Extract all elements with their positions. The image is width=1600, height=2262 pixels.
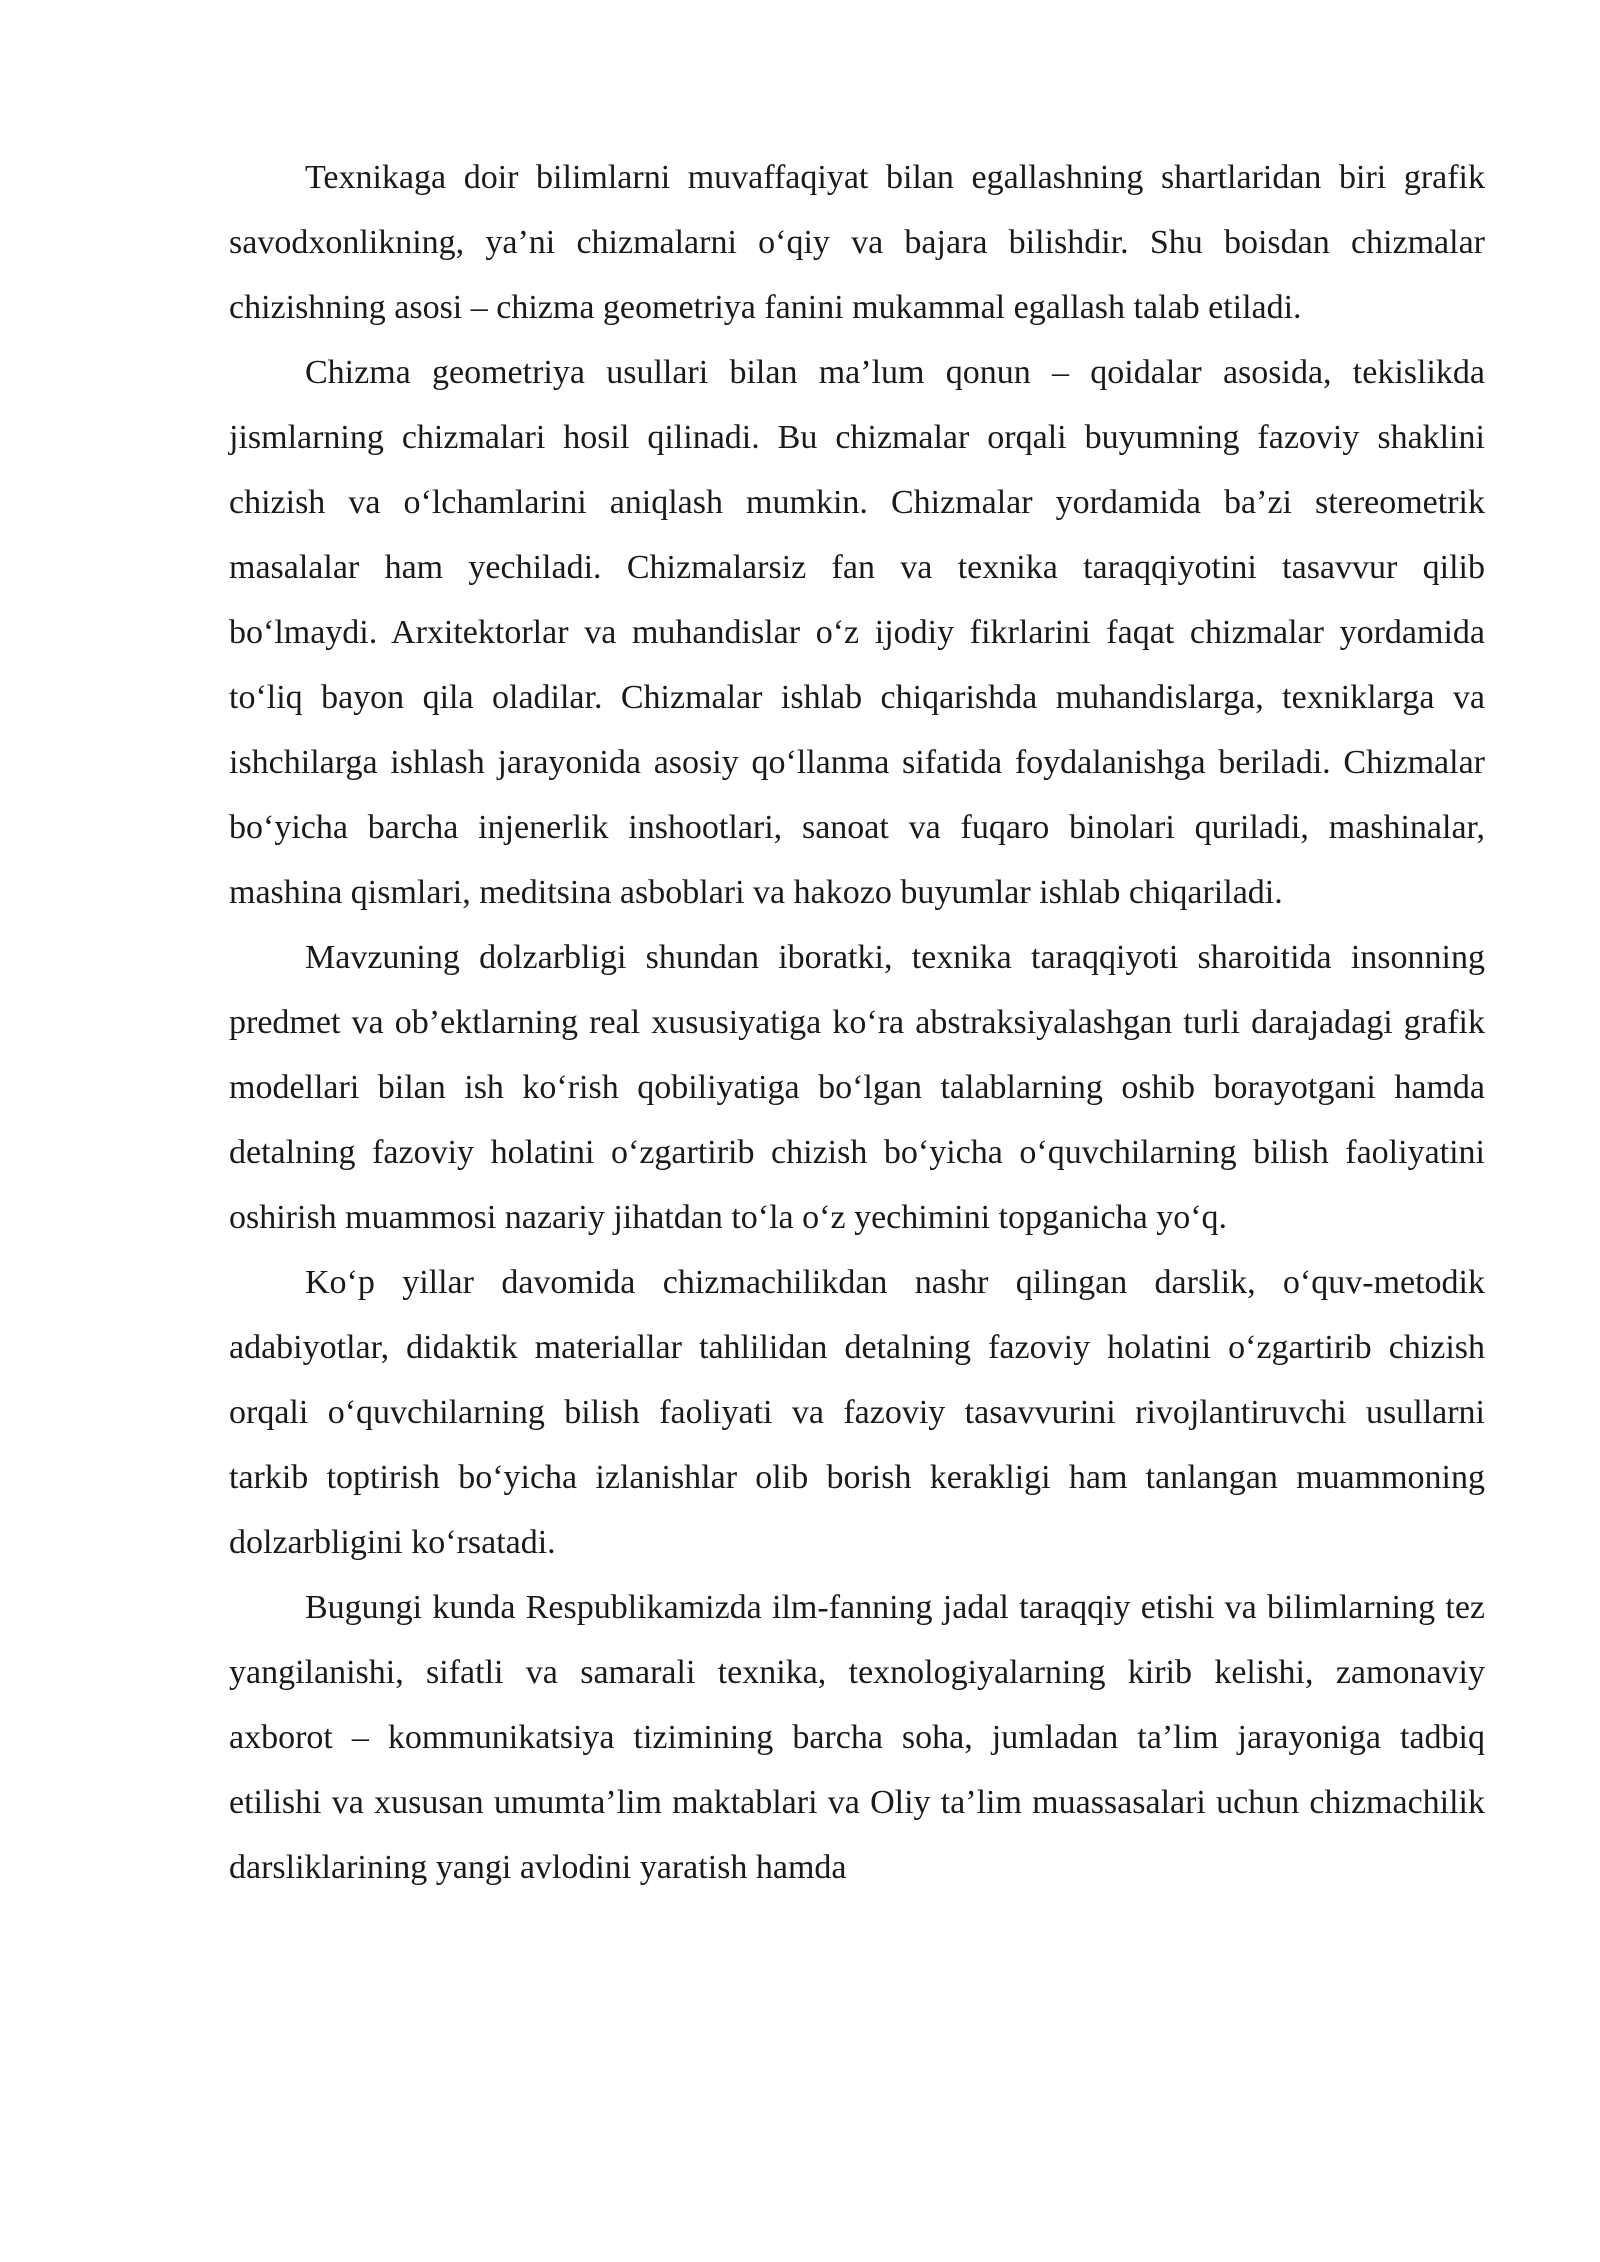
paragraph-3: Mavzuning dolzarbligi shundan iboratki, texnika taraqqiyoti sharoitida insonning predmet va ob’ektlarning real xususiyatiga ko‘ra abstraksiyalashgan turli darajadagi grafik modellari bilan ish ko‘rish qobiliyatiga bo‘lgan talablarning oshib borayotgani hamda detalning fazoviy holatini o‘zgartirib chizish bo‘yicha o‘quvchilarning bilish faoliyatini oshirish muammosi nazariy jihatdan to‘la o‘z yechimini topganicha yo‘q.: [229, 939, 1485, 1236]
paragraph-2: Chizma geometriya usullari bilan ma’lum qonun – qoidalar asosida, tekislikda jismlarning chizmalari hosil qilinadi. Bu chizmalar orqali buyumning fazoviy shaklini chizish va o‘lchamlarini aniqlash mumkin. Chizmalar yordamida ba’zi stereometrik masalalar ham yechiladi. Chizmalarsiz fan va texnika taraqqiyotini tasavvur qilib bo‘lmaydi. Arxitektorlar va muhandislar o‘z ijodiy fikrlarini faqat chizmalar yordamida to‘liq bayon qila oladilar. Chizmalar ishlab chiqarishda muhandislarga, texniklarga va ishchilarga ishlash jarayonida asosiy qo‘llanma sifatida foydalanishga beriladi. Chizmalar bo‘yicha barcha injenerlik inshootlari, sanoat va fuqaro binolari quriladi, mashinalar, mashina qismlari, meditsina asboblari va hakozo buyumlar ishlab chiqariladi.: [229, 354, 1485, 911]
paragraph-1: Texnikaga doir bilimlarni muvaffaqiyat bilan egallashning shartlaridan biri grafik savodxonlikning, ya’ni chizmalarni o‘qiy va bajara bilishdir. Shu boisdan chizmalar chizishning asosi – chizma geometriya fanini mukammal egallash talab etiladi.: [229, 159, 1485, 326]
body-text: [229, 145, 1485, 1900]
paragraph-4: Ko‘p yillar davomida chizmachilikdan nashr qilingan darslik, o‘quv-metodik adabiyotlar, didaktik materiallar tahlilidan detalning fazoviy holatini o‘zgartirib chizish orqali o‘quvchilarning bilish faoliyati va fazoviy tasavvurini rivojlantiruvchi usullarni tarkib toptirish bo‘yicha izlanishlar olib borish kerakligi ham tanlangan muammoning dolzarbligini ko‘rsatadi.: [229, 1264, 1485, 1561]
paragraph-5: Bugungi kunda Respublikamizda ilm-fanning jadal taraqqiy etishi va bilimlarning tez yangilanishi, sifatli va samarali texnika, texnologiyalarning kirib kelishi, zamonaviy axborot – kommunikatsiya tizimining barcha soha, jumladan ta’lim jarayoniga tadbiq etilishi va xususan umumta’lim maktablari va Oliy ta’lim muassasalari uchun chizmachilik darsliklarining yangi avlodini yaratish hamda: [229, 1589, 1485, 1886]
